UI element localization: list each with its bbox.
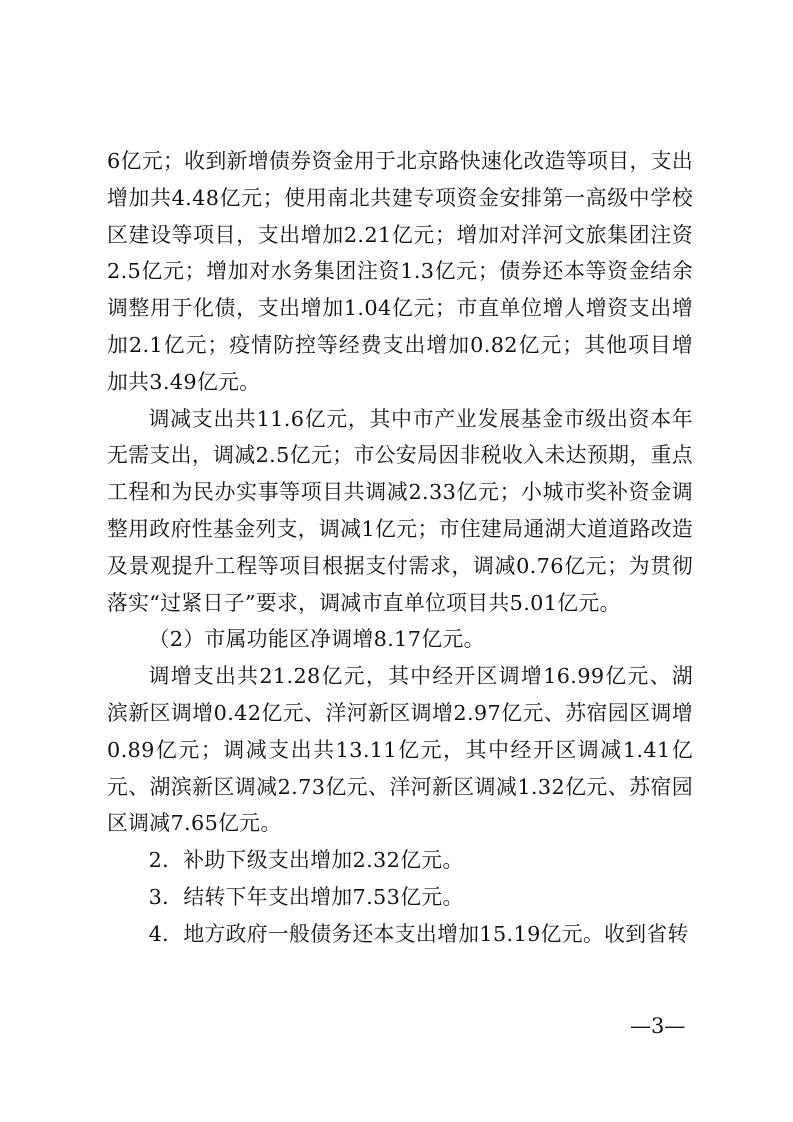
paragraph-functional-zones-detail: 调增支出共21.28亿元，其中经开区调增16.99亿元、湖滨新区调增0.42亿元、洋河新区调增2.97亿元、苏宿园区调增0.89亿元；调减支出共13.11亿元，其中经开区调减1.41亿元、湖滨新区调减2.73亿元、洋河新区调减1.32亿元、苏宿园区调减7.65亿元。 — [107, 664, 693, 836]
page-number: —3— — [630, 1014, 686, 1038]
paragraph-expenditure-reductions: 调减支出共11.6亿元，其中市产业发展基金市级出资本年无需支出，调减2.5亿元；市公安局因非税收入未达预期，重点工程和为民办实事等项目共调减2.33亿元；小城市奖补资金调整用政府性基金列支，调减1亿元；市住建局通湖大道道路改造及景观提升工程等项目根据支付需求，调减0.76亿元；为贯彻落实“过紧日子”要求，调减市直单位项目共5.01亿元。 — [107, 406, 693, 615]
document-body — [107, 143, 693, 953]
paragraph-functional-zones-heading: （2）市属功能区净调增8.17亿元。 — [148, 627, 485, 652]
paragraph-carryover-next-year: 3．结转下年支出增加7.53亿元。 — [148, 884, 464, 909]
paragraph-expenditure-increases: 6亿元；收到新增债券资金用于北京路快速化改造等项目，支出增加共4.48亿元；使用南北共建专项资金安排第一高级中学校区建设等项目，支出增加2.21亿元；增加对洋河文旅集团注资2.5亿元；增加对水务集团注资1.3亿元；债券还本等资金结余调整用于化债，支出增加1.04亿元；市直单位增人增资支出增加2.1亿元；疫情防控等经费支出增加0.82亿元；其他项目增加共3.49亿元。 — [107, 149, 693, 394]
paragraph-subsidy-lower-level: 2．补助下级支出增加2.32亿元。 — [148, 848, 464, 873]
paragraph-debt-repayment: 4．地方政府一般债务还本支出增加15.19亿元。收到省转 — [148, 921, 689, 946]
